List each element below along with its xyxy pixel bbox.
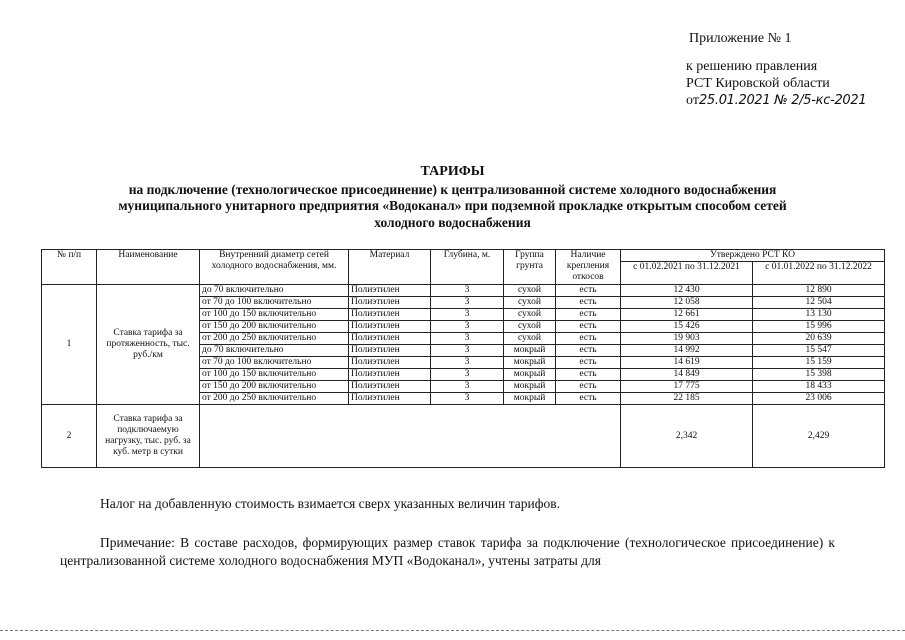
cell-diameter: до 70 включительно [200,345,349,357]
decision-prefix: от [686,93,699,108]
cell-diameter: от 200 до 250 включительно [200,393,349,405]
header-name: Наименование [97,250,200,285]
cell-value-2021: 15 426 [621,321,753,333]
page-bottom-edge [0,630,905,631]
cell-depth: 3 [431,285,504,297]
cell-group: мокрый [504,393,556,405]
cell-slopes: есть [556,345,621,357]
header-period-2: с 01.01.2022 по 31.12.2022 [753,262,885,285]
row2-num: 2 [42,405,97,468]
appendix-label: Приложение № 1 [689,31,792,46]
title-line-2: муниципального унитарного предприятия «Водоканал» при подземной прокладке открытым способом сетей [118,198,787,213]
row2-value-2022: 2,429 [753,405,885,468]
remark-paragraph: Примечание: В составе расходов, формирующих размер ставок тарифа за подключение (технологическое присоединение) к централизованной системе холодного водоснабжения МУП «Водоканал», учтены затраты для [60,535,835,568]
cell-group: сухой [504,297,556,309]
cell-group: мокрый [504,345,556,357]
header-period-1: с 01.02.2021 по 31.12.2021 [621,262,753,285]
decision-handwritten-number: 25.01.2021 № 2/5-кс-2021 [698,93,867,108]
cell-slopes: есть [556,381,621,393]
cell-slopes: есть [556,369,621,381]
cell-diameter: от 100 до 150 включительно [200,309,349,321]
decision-line-1: к решению правления [686,59,818,74]
tariffs-table [41,249,885,468]
cell-value-2021: 12 430 [621,285,753,297]
title-main: ТАРИФЫ [420,164,485,179]
cell-diameter: от 200 до 250 включительно [200,333,349,345]
cell-value-2022: 15 996 [753,321,885,333]
cell-slopes: есть [556,393,621,405]
cell-slopes: есть [556,285,621,297]
cell-diameter: до 70 включительно [200,285,349,297]
header-diameter: Внутренний диаметр сетей холодного водоснабжения, мм. [200,250,349,285]
table-row [42,285,885,297]
cell-material: Полиэтилен [349,357,431,369]
cell-diameter: от 70 до 100 включительно [200,297,349,309]
cell-value-2021: 19 903 [621,333,753,345]
row2-name: Ставка тарифа за подключаемую нагрузку, тыс. руб. за куб. метр в сутки [97,405,200,468]
cell-depth: 3 [431,321,504,333]
cell-group: сухой [504,333,556,345]
cell-slopes: есть [556,309,621,321]
cell-value-2021: 22 185 [621,393,753,405]
cell-depth: 3 [431,381,504,393]
decision-date-line [686,92,866,109]
cell-material: Полиэтилен [349,309,431,321]
header-material: Материал [349,250,431,285]
title-line-3: холодного водоснабжения [374,214,531,230]
cell-value-2022: 20 639 [753,333,885,345]
cell-value-2022: 15 398 [753,369,885,381]
cell-material: Полиэтилен [349,381,431,393]
cell-slopes: есть [556,321,621,333]
table-row [42,405,885,468]
header-num: № п/п [42,250,97,285]
cell-value-2022: 12 890 [753,285,885,297]
cell-slopes: есть [556,333,621,345]
row2-empty-merged [200,405,621,468]
cell-value-2021: 14 992 [621,345,753,357]
cell-value-2021: 14 849 [621,369,753,381]
cell-depth: 3 [431,357,504,369]
cell-material: Полиэтилен [349,285,431,297]
cell-material: Полиэтилен [349,393,431,405]
cell-material: Полиэтилен [349,297,431,309]
cell-material: Полиэтилен [349,369,431,381]
header-slopes: Наличие крепления откосов [556,250,621,285]
decision-reference [686,58,866,109]
cell-group: мокрый [504,369,556,381]
cell-diameter: от 150 до 200 включительно [200,321,349,333]
cell-material: Полиэтилен [349,321,431,333]
title-line-1: на подключение (технологическое присоединение) к централизованной системе холодного водоснабжения [128,181,777,197]
cell-depth: 3 [431,309,504,321]
row1-name: Ставка тарифа за протяженность, тыс. руб./км [97,285,200,405]
header-approved: Утверждено РСТ КО [621,250,885,262]
cell-value-2022: 13 130 [753,309,885,321]
cell-depth: 3 [431,345,504,357]
cell-value-2022: 12 504 [753,297,885,309]
row1-num: 1 [42,285,97,405]
cell-slopes: есть [556,357,621,369]
cell-depth: 3 [431,369,504,381]
cell-group: мокрый [504,357,556,369]
cell-value-2022: 15 159 [753,357,885,369]
document-title [0,164,905,231]
cell-value-2022: 18 433 [753,381,885,393]
decision-line-2: РСТ Кировской области [686,76,830,91]
cell-value-2021: 14 619 [621,357,753,369]
cell-group: сухой [504,285,556,297]
cell-diameter: от 70 до 100 включительно [200,357,349,369]
cell-diameter: от 150 до 200 включительно [200,381,349,393]
cell-slopes: есть [556,297,621,309]
table-header-row [42,250,885,262]
cell-value-2022: 15 547 [753,345,885,357]
header-group: Группа грунта [504,250,556,285]
cell-material: Полиэтилен [349,333,431,345]
cell-group: сухой [504,309,556,321]
cell-group: мокрый [504,381,556,393]
cell-depth: 3 [431,333,504,345]
cell-value-2021: 17 775 [621,381,753,393]
cell-value-2022: 23 006 [753,393,885,405]
vat-note: Налог на добавленную стоимость взимается сверх указанных величин тарифов. [100,496,561,511]
cell-depth: 3 [431,297,504,309]
cell-value-2021: 12 058 [621,297,753,309]
cell-depth: 3 [431,393,504,405]
cell-material: Полиэтилен [349,345,431,357]
cell-value-2021: 12 661 [621,309,753,321]
cell-group: сухой [504,321,556,333]
row2-value-2021: 2,342 [621,405,753,468]
cell-diameter: от 100 до 150 включительно [200,369,349,381]
header-depth: Глубина, м. [431,250,504,285]
